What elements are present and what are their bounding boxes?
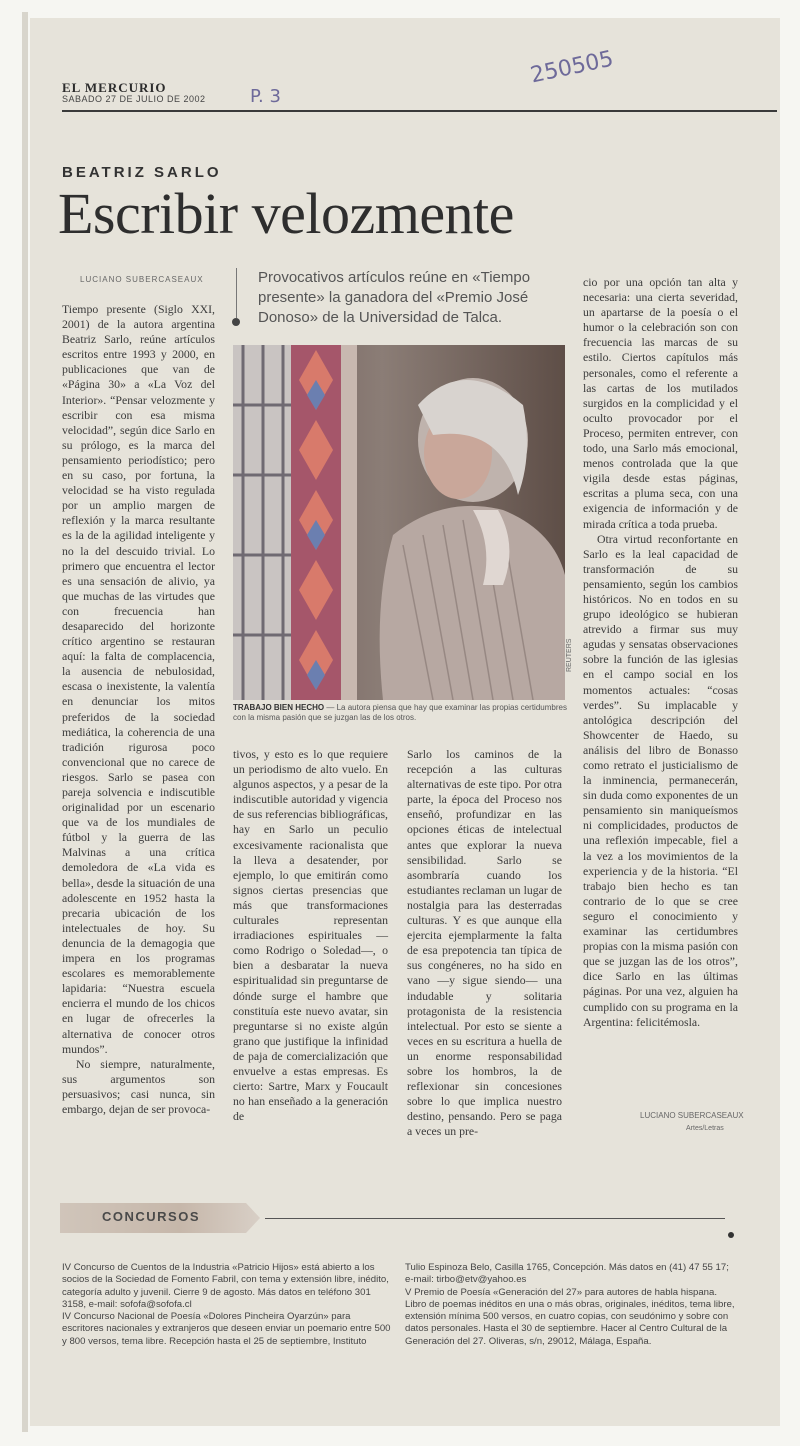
photo-credit: REUTERS bbox=[566, 638, 573, 672]
col2-paragraph-1: tivos, y esto es lo que requiere un periodismo de alto vuelo. En algunos aspectos, y a pesar de la indiscutible autoridad y vigencia de sus referencias bibliográficas, hay en Sarlo un peculio excesivamente racionalista que la lleva a desatender, por ejemplo, lo que emitirán como signos ciertas presencias que más que transformaciones culturales representan irradiaciones espirituales —como Rodrigo o Soledad—, o bien a desbaratar la nueva espiritualidad sin preguntarse de dónde surge el hambre que constituía este nuevo avatar, sin preguntarse si no existe algún grano que justifique la infinidad de paja de comercialización que envuelve a estas empresas. Es cierto: Sartre, Marx y Foucault no han enseñado a la generación de bbox=[233, 747, 388, 1124]
deck-divider bbox=[236, 268, 237, 318]
masthead-rule bbox=[62, 110, 777, 112]
author-photo bbox=[233, 345, 565, 700]
paper-edge bbox=[22, 12, 28, 1432]
col1-paragraph-2: No siempre, naturalmente, sus argumentos son persuasivos; casi nunca, sin embargo, dejan de ser provoca- bbox=[62, 1056, 215, 1116]
photo-caption bbox=[233, 703, 573, 723]
publication-date: SABADO 27 DE JULIO DE 2002 bbox=[62, 94, 206, 104]
col3-paragraph-1: Sarlo los caminos de la recepción a las culturas alternativas de este tipo. Por otra parte, la época del Proceso nos enseñó, profundizar en las opciones éticas de intelectual antes que explorar la nueva sensibilidad. Sarlo se asombraría cuando los estudiantes reclaman un lugar de nostalgia para las desterradas culturas. Y es que aunque ella ejercita ejemplarmente la falta de esa prepotencia tan típica de sus congéneres, no ha sido en vano —y sigue siendo— una indudable y solitaria protagonista de la resistencia intelectual. Por esto se siente a veces en su escritura a huella de un enorme responsabilidad sobre los hombros, la de reflexionar sin concesiones sobre lo que implica nuestro destino, pensando. Pero se paga a veces un pre- bbox=[407, 747, 562, 1139]
contests-left-column bbox=[62, 1262, 392, 1348]
article-column-1 bbox=[62, 302, 215, 1117]
article-byline: LUCIANO SUBERCASEAUX bbox=[80, 275, 204, 284]
col1-paragraph-1: Tiempo presente (Siglo XXI, 2001) de la autora argentina Beatriz Sarlo, reúne artículos escritos entre 1993 y 2000, en publicaciones que van de «Página 30» a «La Voz del Interior». “Pensar velozmente y escribir con esa misma velocidad”, según dice Sarlo en su prólogo, es la marca del pensamiento periodístico; pero en su caso, por fortuna, la velocidad se ha visto regulada por un amplio margen de reflexión y la marca resultante es la de la agilidad inteligente y no la del descuido trivial. Lo primero que encuentra el lector es una sensación de alivio, ya que muchas de las virtudes que con frecuencia han desaparecido del horizonte crítico argentino se restauran aquí: la falta de complacencia, la ausencia de nebulosidad, escasa o inexistente, la valentía en denunciar los mitos preferidos de la sociedad mediática, la coherencia de una tradición rigurosa poco convencional que no carece de riesgos. Sarlo se pasea con pareja solvencia e indiscutible originalidad por un escenario que va de los mundiales de fútbol y la guerra de las Malvinas a una crítica demoledora de «La vida es bella», desde la situación de una adolescente en 1952 hasta la precaria ubicación de los intelectuales de hoy. Su denuncia de la demagogia que impera en los programas escolares es memorablemente lapidaria: “Nuestra escuela encierra el mundo de los chicos en lugar de ofrecerles la alternativa de conocer otros mundos”. bbox=[62, 302, 215, 1056]
article-column-3 bbox=[407, 747, 562, 1139]
article-column-2 bbox=[233, 747, 388, 1124]
photo-caption-text: — La autora piensa que hay que examinar las propias certidumbres con la misma pasión que se juzgan las de los otros. bbox=[233, 703, 567, 722]
handwritten-archive-number: 250505 bbox=[528, 46, 616, 89]
newspaper-masthead: EL MERCURIO bbox=[62, 80, 167, 95]
article-signature-note: Artes/Letras bbox=[686, 1125, 724, 1132]
col4-paragraph-2: Otra virtud reconfortante en Sarlo es la leal capacidad de transformación de su pensamiento, según los cambios históricos. No en todos en su grupo ideológico se hubieran atrevido a firmar sus muy agudas y sensatas observaciones sobre la función de las iglesias en el campo social en los momentos actuales: “cosas verdes”. Su implacable y antológica descripción del Showcenter de Haedo, su análisis del libro de Bonasso como retrato el justicialismo de la inminencia, permanecerán, sin duda como exponentes de un pensamiento sin maniqueísmos ni complicidades, productos de una reflexión impecable, fiel a la vez a los movimientos de la experiencia y de la historia. “El trabajo bien hecho es tan contrario de lo que se cree seguro el conocimiento y examinar las certidumbres propias con la misma pasión con que se juzgan las de los otros”, dice Sarlo en las últimas páginas. Por una vez, alguien ha cumplido con su programa en la Argentina: felicitémosla. bbox=[583, 531, 738, 1029]
article-title: Escribir velozmente bbox=[58, 181, 514, 246]
contest-item: IV Concurso de Cuentos de la Industria «Patricio Hijos» está abierto a los socios de la Sociedad de Fomento Fabril, con tema y extensión libre, inédito, categoría adulto y juvenil. Cierre 9 de agosto. Más datos en teléfono 301 3158, e-mail: sofofa@sofofa.cl bbox=[62, 1262, 389, 1310]
contest-item: Tulio Espinoza Belo, Casilla 1765, Concepción. Más datos en (41) 47 55 17; e-mail: tirbo@etv@yahoo.es bbox=[405, 1262, 729, 1286]
contests-right-column bbox=[405, 1262, 737, 1348]
handwritten-page-note: P. 3 bbox=[250, 86, 281, 107]
section-title: CONCURSOS bbox=[102, 1209, 201, 1224]
article-signature: LUCIANO SUBERCASEAUX bbox=[640, 1111, 744, 1120]
article-column-4 bbox=[583, 275, 738, 1030]
col4-paragraph-1: cio por una opción tan alta y necesaria: una cierta severidad, un apartarse de la poesía o el humor o la celebración son con frecuencia las marcas de su estilo. Ciertos capítulos más personales, como el referente a las cartas de los mutilados surgidos en la complicidad y el oculto provocador por el Proceso, permiten entrever, con todo, una Sarlo más emocional, menos controlada que la que vigila desde estas páginas, escritas a pluma seca, con una exigencia de información y de mirada crítica a toda prueba. bbox=[583, 275, 738, 531]
contest-item: V Premio de Poesía «Generación del 27» para autores de habla hispana. Libro de poemas inéditos en una o más obras, originales, inéditos, tema libre, extensión mínima 500 versos, en cuatro copias, con seudónimo y sobre con datos personales. Hasta el 30 de septiembre. Hacer al Centro Cultural de la Generación del 27. Oliveras, s/n, 29012, Málaga, España. bbox=[405, 1286, 735, 1347]
section-bullet bbox=[728, 1232, 734, 1238]
deck-bullet bbox=[232, 318, 240, 326]
contest-item: IV Concurso Nacional de Poesía «Dolores Pincheira Oyarzún» para escritores nacionales y extranjeros que deseen enviar un poemario entre 500 y 800 versos, tema libre. Recepción hasta el 25 de septiembre, Instituto bbox=[62, 1311, 391, 1347]
photo-caption-title: TRABAJO BIEN HECHO bbox=[233, 703, 325, 712]
article-author: BEATRIZ SARLO bbox=[62, 164, 222, 181]
section-rule bbox=[265, 1218, 725, 1219]
article-deck: Provocativos artículos reúne en «Tiempo presente» la ganadora del «Premio José Donoso» de la Universidad de Talca. bbox=[258, 269, 531, 326]
author-photo-illustration bbox=[233, 345, 565, 700]
